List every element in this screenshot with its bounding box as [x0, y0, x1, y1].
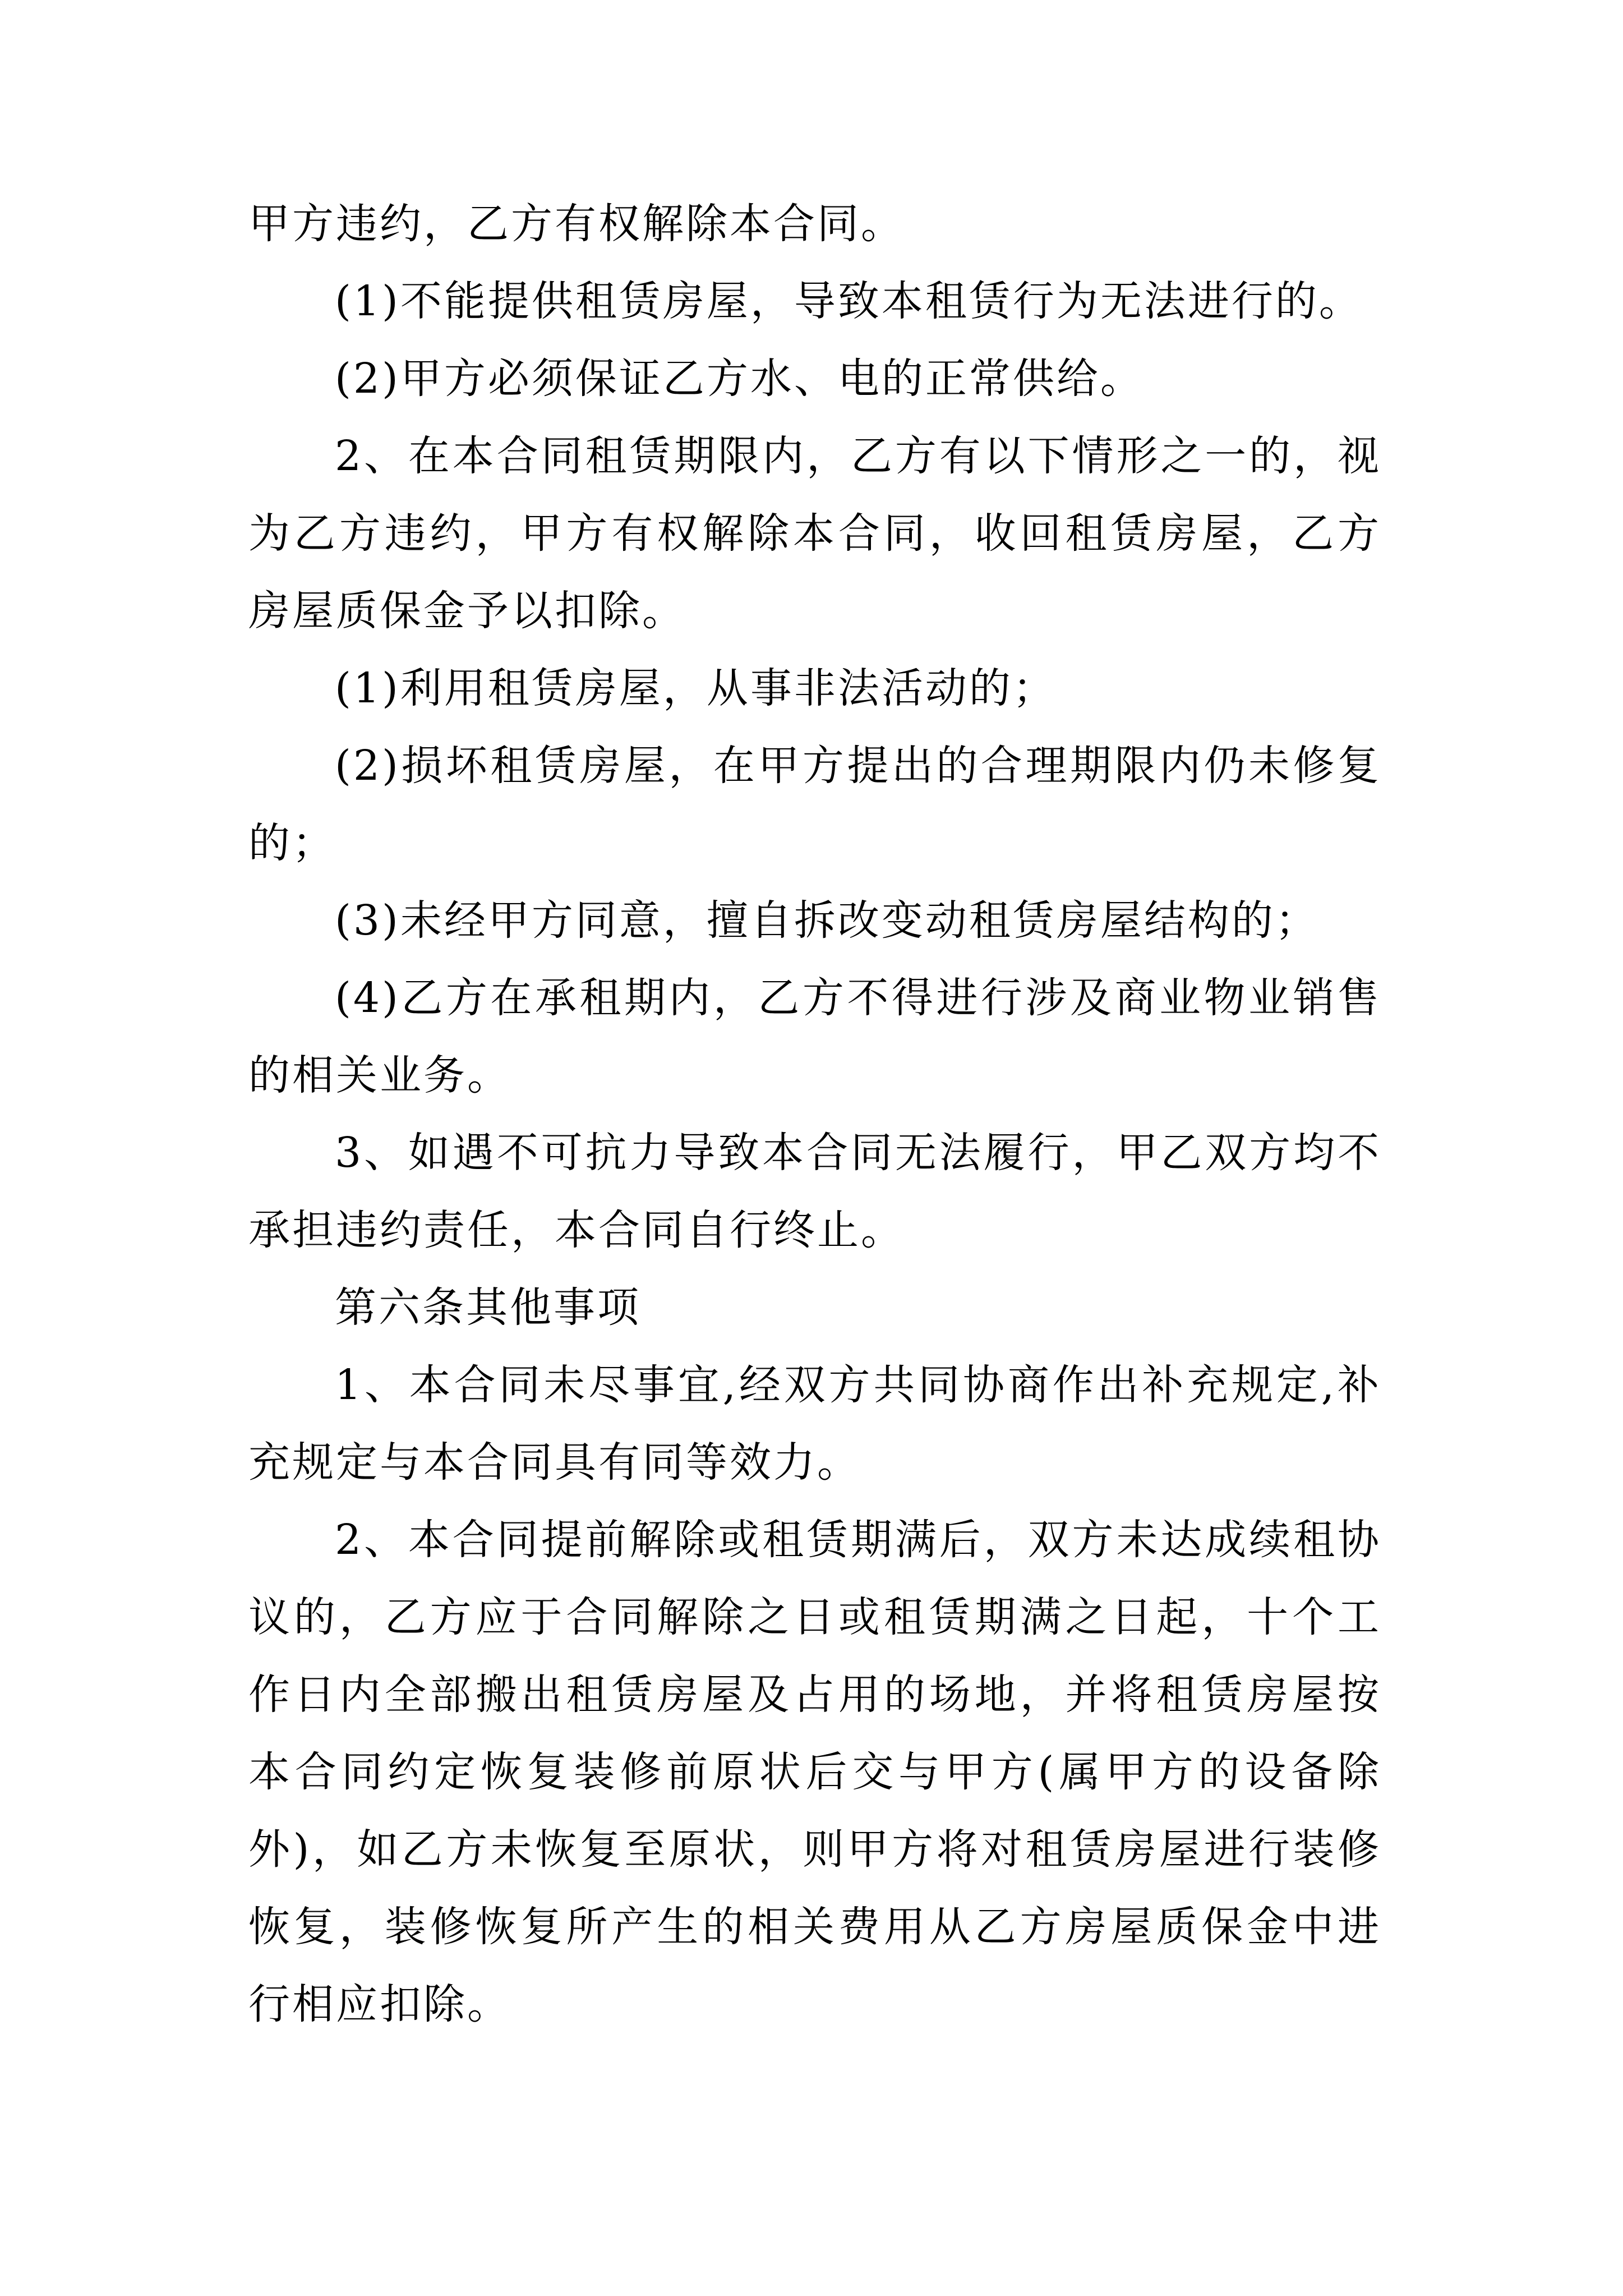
paragraph-breach-lessor: 甲方违约，乙方有权解除本合同。: [248, 200, 905, 248]
paragraph-clause-2-lessee-breach: 2、在本合同租赁期限内，乙方有以下情形之一的，视为乙方违约，甲方有权解除本合同，收回租赁房屋，乙方房屋质保金予以扣除。: [248, 432, 1381, 635]
paragraph-item-2-damage: (2)损坏租赁房屋，在甲方提出的合理期限内仍未修复的；: [248, 742, 1381, 867]
paragraph-item-1-illegal-use: (1)利用租赁房屋，从事非法活动的；: [335, 664, 1057, 712]
paragraph-item-3-structure-change: (3)未经甲方同意，擅自拆改变动租赁房屋结构的；: [335, 896, 1319, 945]
paragraph-clause-2-move-out: 2、本合同提前解除或租赁期满后，双方未达成续租协议的，乙方应于合同解除之日或租赁期满之日起，十个工作日内全部搬出租赁房屋及占用的场地，并将租赁房屋按本合同约定恢复装修前原状后交与甲方(属甲方的设备除外)，如乙方未恢复至原状，则甲方将对租赁房屋进行装修恢复，装修恢复所产生的相关费用从乙方房屋质保金中进行相应扣除。: [248, 1516, 1381, 2028]
paragraph-clause-1-supplementary: 1、本合同未尽事宜,经双方共同协商作出补充规定,补充规定与本合同具有同等效力。: [248, 1361, 1381, 1487]
section-heading-article-6: 第六条其他事项: [335, 1283, 641, 1332]
paragraph-item-1-no-premises: (1)不能提供租赁房屋，导致本租赁行为无法进行的。: [335, 277, 1363, 325]
paragraph-item-2-utilities: (2)甲方必须保证乙方水、电的正常供给。: [335, 355, 1144, 403]
document-body: [248, 185, 1381, 2043]
paragraph-clause-3-force-majeure: 3、如遇不可抗力导致本合同无法履行，甲乙双方均不承担违约责任，本合同自行终止。: [248, 1129, 1381, 1254]
paragraph-item-4-commercial-sales: (4)乙方在承租期内，乙方不得进行涉及商业物业销售的相关业务。: [248, 974, 1381, 1099]
